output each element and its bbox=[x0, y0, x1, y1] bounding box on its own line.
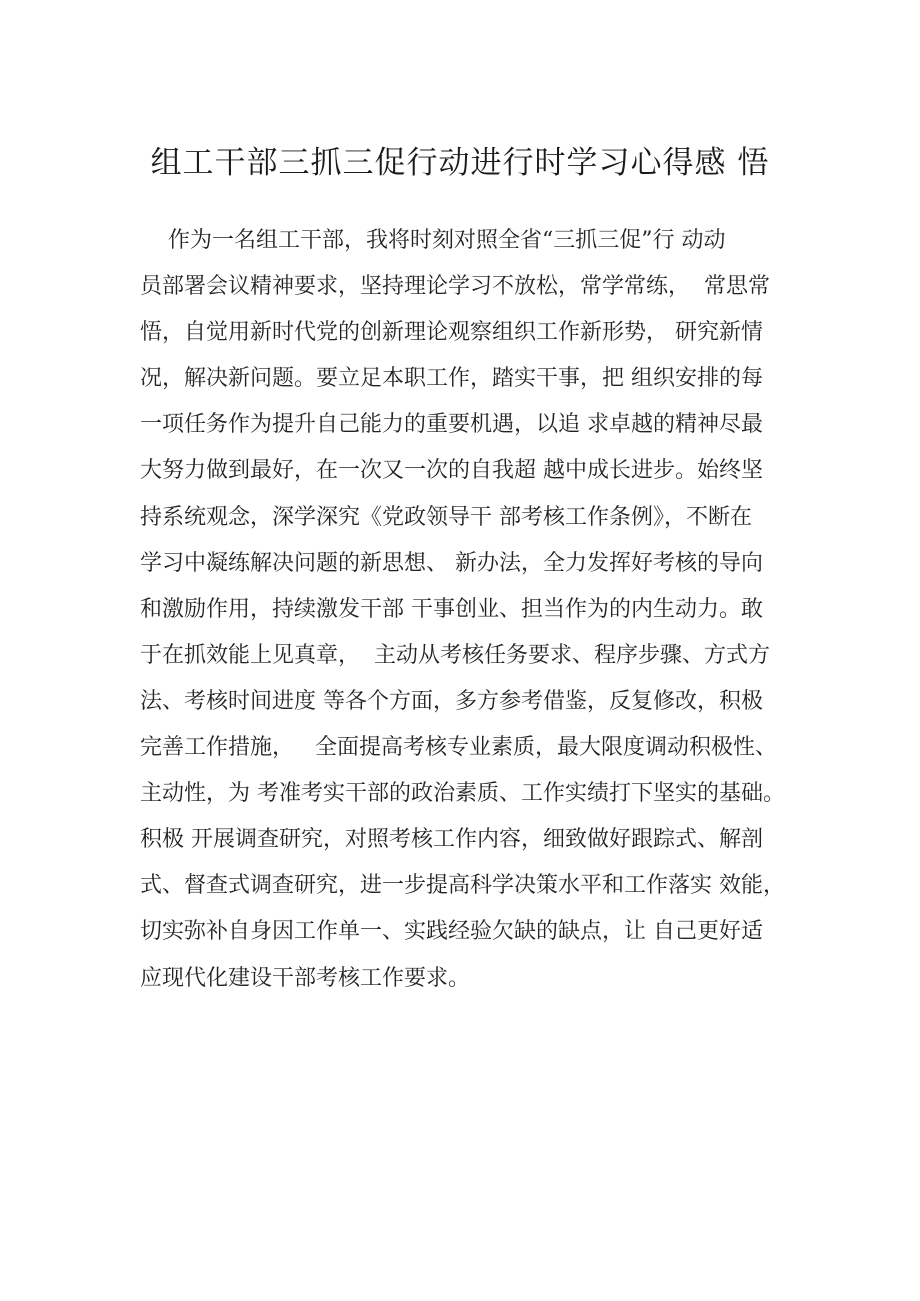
body-line: 切实弥补自身因工作单一、实践经验欠缺的缺点，让 自己更好适 bbox=[140, 919, 763, 945]
body-line: 式、督查式调查研究，进一步提高科学决策水平和工作落实 效能， bbox=[140, 873, 785, 899]
body-line: 学习中凝练解决问题的新思想、 新办法，全力发挥好考核的导向 bbox=[140, 550, 763, 576]
body-line: 和激励作用，持续激发干部 干事创业、担当作为的内生动力。敢 bbox=[140, 596, 763, 622]
body-line: 员部署会议精神要求，坚持理论学习不放松，常学常练， 常思常 bbox=[140, 274, 770, 300]
body-line: 完善工作措施， 全面提高考核专业素质，最大限度调动积极性、 bbox=[140, 735, 777, 761]
body-line: 法、考核时间进度 等各个方面，多方参考借鉴，反复修改，积极 bbox=[140, 688, 763, 714]
body-line: 一项任务作为提升自己能力的重要机遇，以追 求卓越的精神尽最 bbox=[140, 412, 763, 438]
body-line: 况，解决新问题。要立足本职工作，踏实干事，把 组织安排的每 bbox=[140, 366, 763, 392]
body-line: 持系统观念，深学深究《党政领导干 部考核工作条例》，不断在 bbox=[140, 504, 752, 530]
body-line: 积极 开展调查研究，对照考核工作内容，细致做好跟踪式、解剖 bbox=[140, 827, 763, 853]
body-line: 主动性，为 考准考实干部的政治素质、工作实绩打下坚实的基础。 bbox=[140, 781, 785, 807]
body-line: 大努力做到最好，在一次又一次的自我超 越中成长进步。始终坚 bbox=[140, 458, 763, 484]
body-line: 悟，自觉用新时代党的创新理论观察组织工作新形势， 研究新情 bbox=[140, 320, 763, 346]
document-title: 组工干部三抓三促行动进行时学习心得感 悟 bbox=[150, 145, 770, 181]
document-body bbox=[140, 218, 820, 1002]
body-line: 应现代化建设干部考核工作要求。 bbox=[140, 965, 471, 991]
body-line: 作为一名组工干部，我将时刻对照全省“三抓三促”行 动动 bbox=[140, 228, 726, 253]
body-line: 于在抓效能上见真章， 主动从考核任务要求、程序步骤、方式方 bbox=[140, 642, 770, 668]
